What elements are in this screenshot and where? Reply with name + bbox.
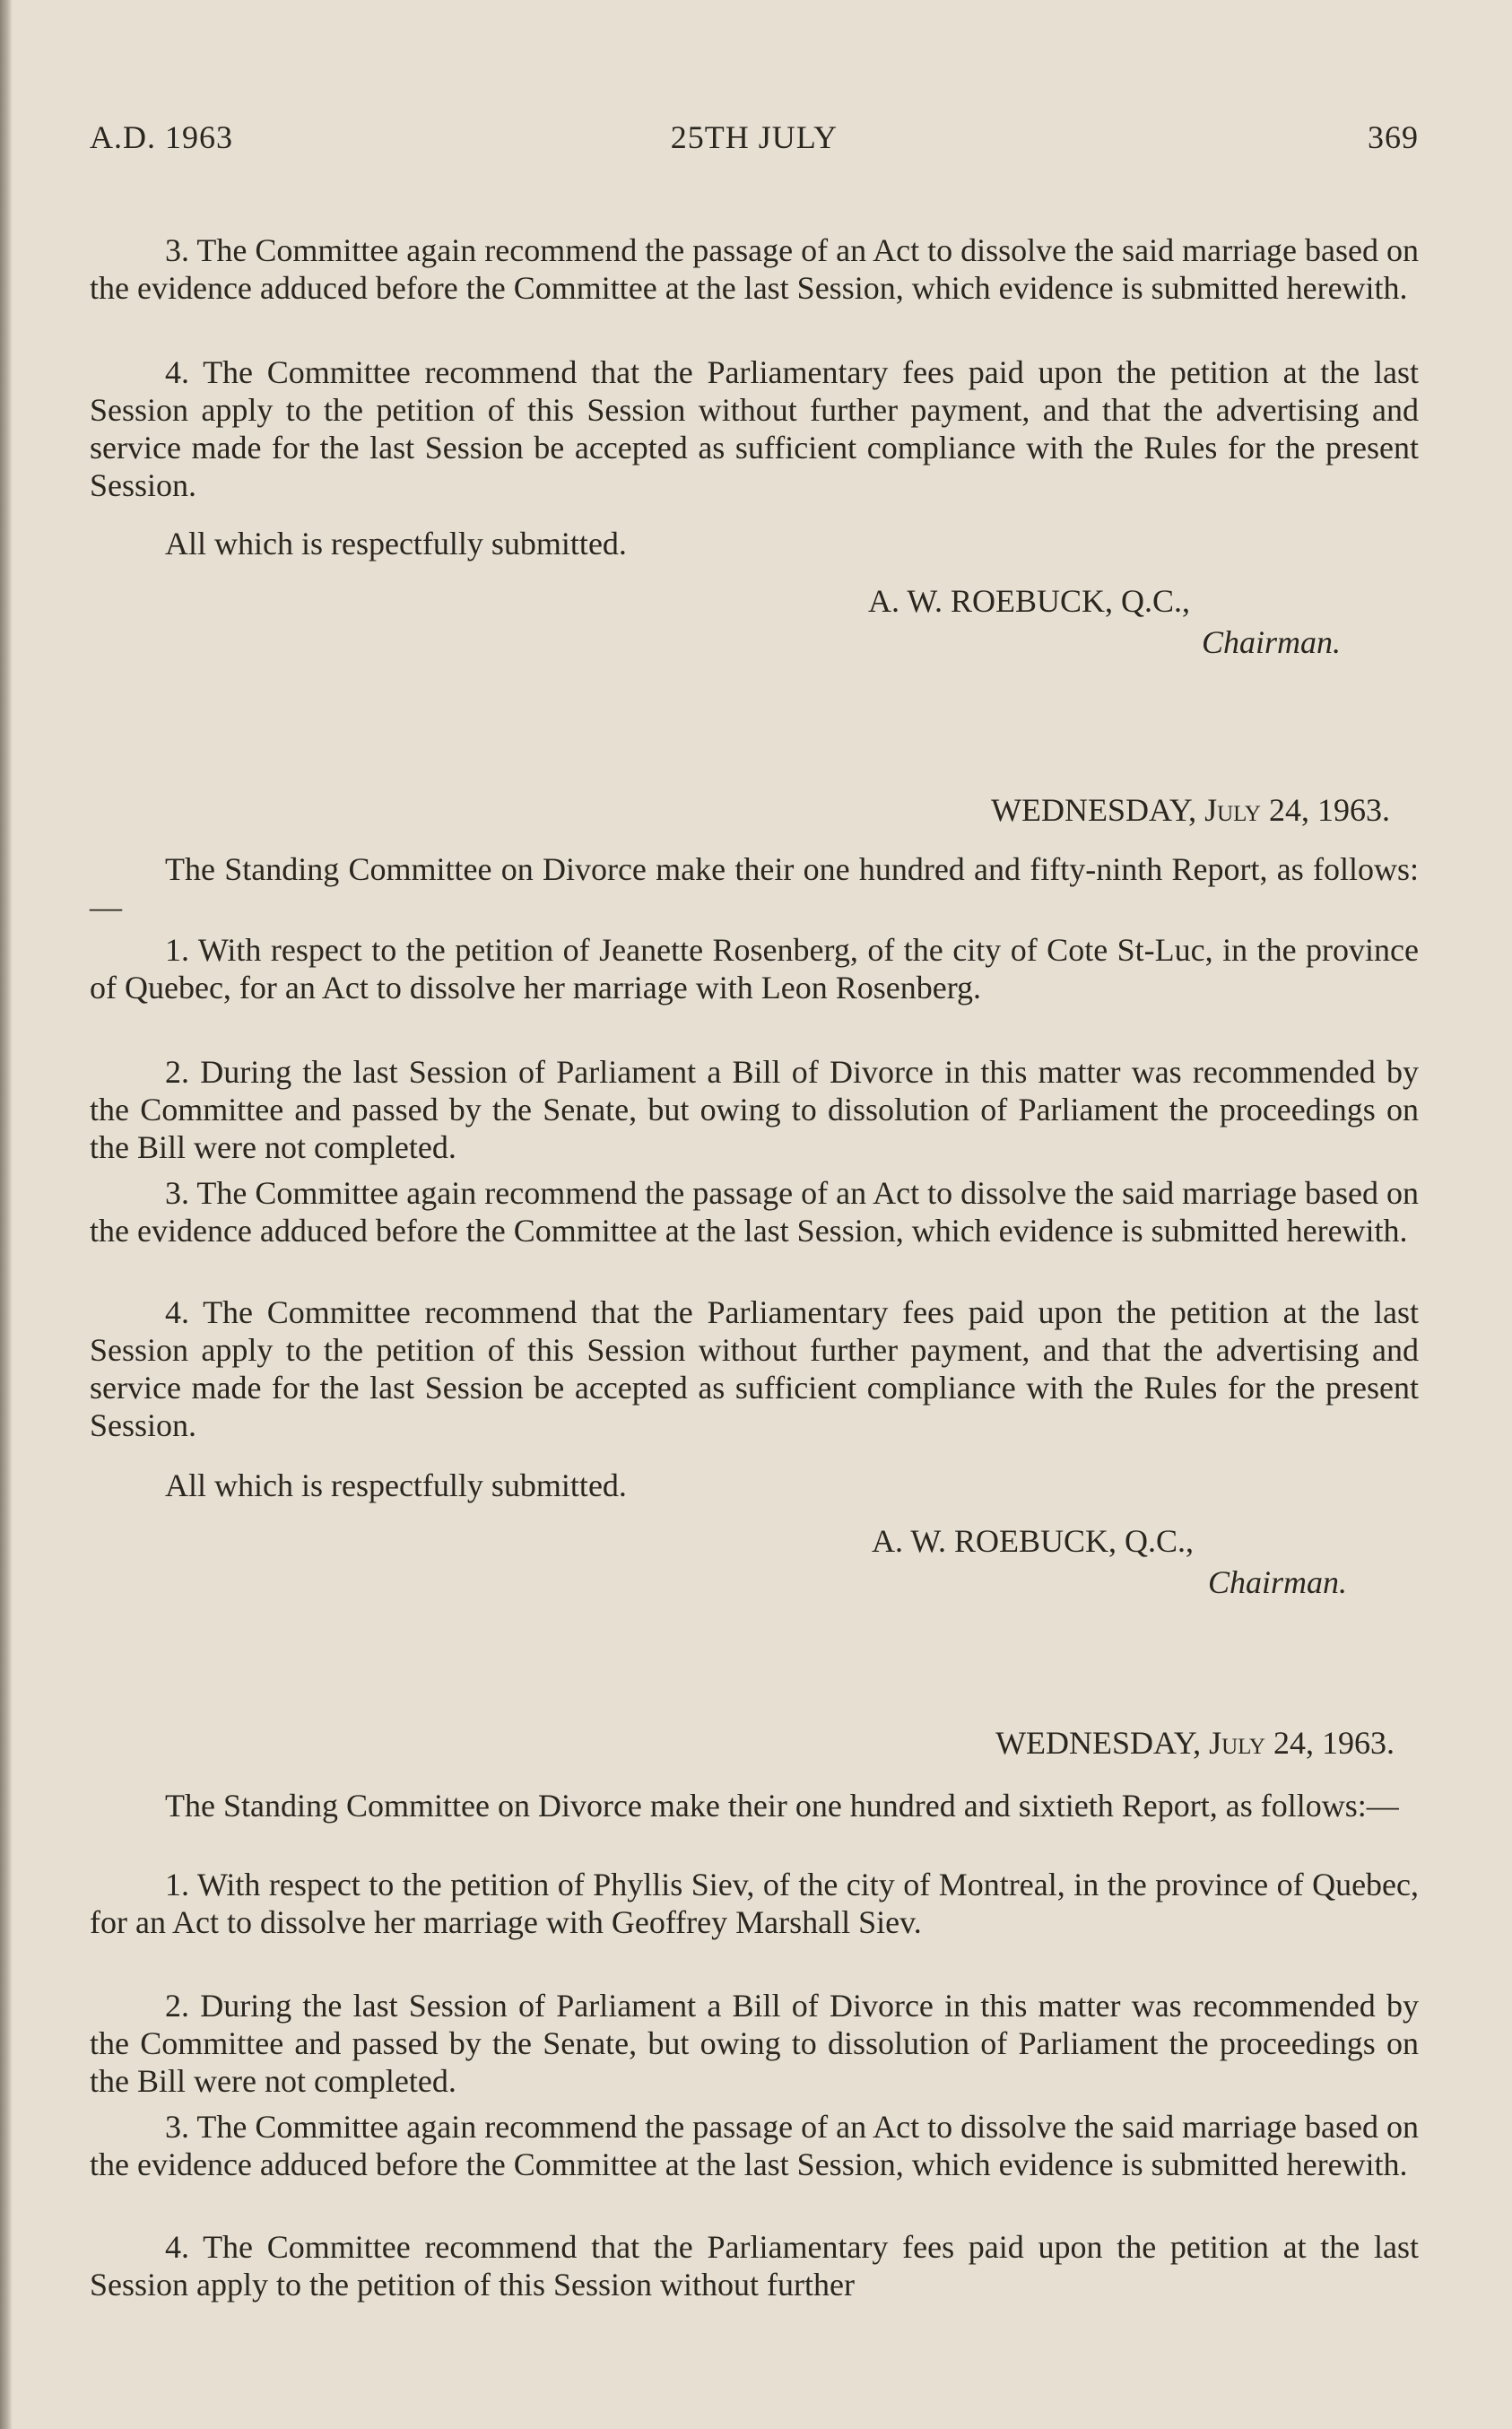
signature-title: Chairman. bbox=[1207, 1564, 1347, 1600]
paragraph: 3. The Committee again recommend the passage of an Act to dissolve the said marriage based on the evidence adduced before the Committee at the last Session, which evidence is submitted herewith. bbox=[90, 1175, 1419, 1249]
signature-block bbox=[868, 580, 1442, 663]
header-date: 25TH JULY bbox=[670, 119, 839, 155]
paragraph: 4. The Committee recommend that the Parliamentary fees paid upon the petition at the last Session apply to the petition of this Session without further payment, and that the advertising and service made for the last Session be accepted as sufficient compliance with the Rules for the present Session. bbox=[90, 1294, 1419, 1443]
paragraph: 2. During the last Session of Parliament a Bill of Divorce in this matter was recommended by the Committee and passed by the Senate, but owing to dissolution of Parliament the proceedings on the Bill were not completed. bbox=[90, 1988, 1419, 2099]
signature-name: A. W. ROEBUCK, Q.C., bbox=[868, 583, 1191, 619]
page-number: 369 bbox=[1368, 119, 1419, 155]
signature-block bbox=[872, 1520, 1446, 1603]
paragraph: The Standing Committee on Divorce make their one hundred and sixtieth Report, as follows:— bbox=[165, 1788, 1399, 1824]
report-date: WEDNESDAY, July 24, 1963. bbox=[991, 792, 1390, 828]
paragraph: The Standing Committee on Divorce make their one hundred and fifty-ninth Report, as follows:— bbox=[90, 851, 1419, 925]
paragraph: 4. The Committee recommend that the Parliamentary fees paid upon the petition at the last Session apply to the petition of this Session without further payment, and that the advertising and service made for the last Session be accepted as sufficient compliance with the Rules for the present Session. bbox=[90, 354, 1419, 503]
paragraph: 3. The Committee again recommend the passage of an Act to dissolve the said marriage based on the evidence adduced before the Committee at the last Session, which evidence is submitted herewith. bbox=[90, 2109, 1419, 2182]
header-year: A.D. 1963 bbox=[90, 119, 233, 155]
report-date: WEDNESDAY, July 24, 1963. bbox=[995, 1725, 1395, 1761]
paragraph: 1. With respect to the petition of Jeanette Rosenberg, of the city of Cote St-Luc, in the province of Quebec, for an Act to dissolve her marriage with Leon Rosenberg. bbox=[90, 932, 1419, 1006]
document-page bbox=[90, 0, 1426, 2429]
paragraph: 3. The Committee again recommend the passage of an Act to dissolve the said marriage based on the evidence adduced before the Committee at the last Session, which evidence is submitted herewith. bbox=[90, 232, 1419, 306]
page-binding-edge bbox=[0, 0, 13, 2429]
paragraph: 2. During the last Session of Parliament a Bill of Divorce in this matter was recommended by the Committee and passed by the Senate, but owing to dissolution of Parliament the proceedings on the Bill were not completed. bbox=[90, 1054, 1419, 1165]
paragraph: 4. The Committee recommend that the Parliamentary fees paid upon the petition at the last Session apply to the petition of this Session without further bbox=[90, 2229, 1419, 2303]
signature-name: A. W. ROEBUCK, Q.C., bbox=[872, 1523, 1195, 1559]
paragraph: All which is respectfully submitted. bbox=[165, 1467, 627, 1503]
paragraph: 1. With respect to the petition of Phyllis Siev, of the city of Montreal, in the province of Quebec, for an Act to dissolve her marriage with Geoffrey Marshall Siev. bbox=[90, 1867, 1419, 1940]
paragraph: All which is respectfully submitted. bbox=[165, 526, 627, 562]
signature-title: Chairman. bbox=[1201, 624, 1341, 660]
